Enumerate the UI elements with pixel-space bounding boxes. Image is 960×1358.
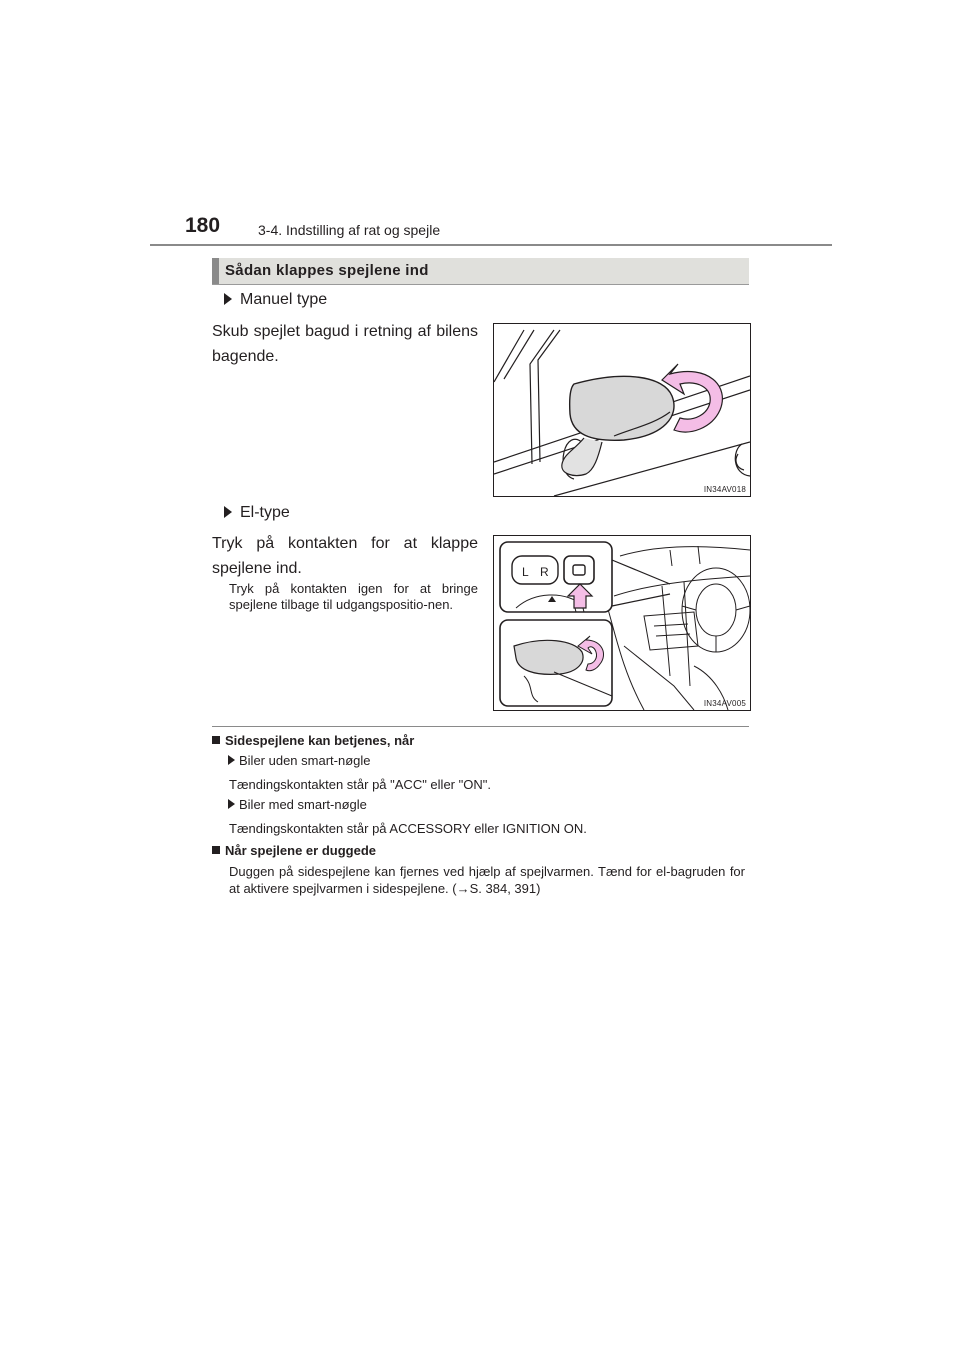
manual-mirror-illustration — [493, 323, 751, 497]
note-fogged-heading — [212, 843, 376, 858]
electric-type-heading — [224, 504, 290, 522]
note-fogged-title: Når spejlene er duggede — [225, 843, 376, 858]
header-divider — [150, 244, 832, 246]
electric-type-label: El-type — [240, 504, 290, 521]
switch-label-right: R — [540, 565, 549, 579]
note-case1-text: Tændingskontakten står på "ACC" eller "ON". — [229, 777, 491, 792]
electric-instruction: Tryk på kontakten for at klappe spejlene ind. — [212, 535, 478, 577]
triangle-bullet-icon — [224, 293, 232, 305]
square-bullet-icon — [212, 736, 220, 744]
electric-note: Tryk på kontakten igen for at bringe spejlene tilbage til udgangspositio-nen. — [229, 581, 478, 612]
manual-type-heading — [224, 291, 327, 309]
electric-image-code: IN34AV005 — [703, 699, 746, 708]
section-title-bar — [212, 258, 749, 285]
note-case2-label: Biler med smart-nøgle — [239, 797, 367, 812]
chapter-title: 3-4. Indstilling af rat og spejle — [258, 222, 441, 238]
note-case1-heading — [228, 753, 371, 768]
electric-mirror-drawing — [494, 536, 750, 710]
fold-switch-button — [564, 556, 594, 584]
mirror-shape — [570, 376, 674, 440]
manual-image-code: IN34AV018 — [703, 485, 746, 494]
section-title: Sådan klappes spejlene ind — [225, 262, 429, 279]
section-bar-tab — [212, 258, 219, 284]
electric-mirror-illustration — [493, 535, 751, 711]
section-divider — [212, 726, 749, 727]
switch-label-left: L — [522, 565, 529, 579]
square-bullet-icon — [212, 846, 220, 854]
note-fogged-text: Duggen på sidespejlene kan fjernes ved hjælp af spejlvarmen. Tænd for el-bagruden for at aktivere spejlvarmen i sidespejlene. (→S. 384, 391) — [229, 864, 745, 896]
manual-mirror-drawing — [494, 324, 750, 496]
page-number: 180 — [185, 214, 221, 237]
triangle-bullet-icon — [228, 755, 235, 765]
note-case1-label: Biler uden smart-nøgle — [239, 753, 371, 768]
manual-type-label: Manuel type — [240, 291, 328, 308]
manual-instruction: Skub spejlet bagud i retning af bilens bagende. — [212, 323, 478, 365]
note-operable-heading — [212, 733, 414, 748]
triangle-bullet-icon — [228, 799, 235, 809]
note-operable-title: Sidespejlene kan betjenes, når — [225, 733, 415, 748]
note-case2-text: Tændingskontakten står på ACCESSORY eller IGNITION ON. — [229, 821, 587, 836]
triangle-bullet-icon — [224, 506, 232, 518]
note-case2-heading — [228, 797, 367, 812]
